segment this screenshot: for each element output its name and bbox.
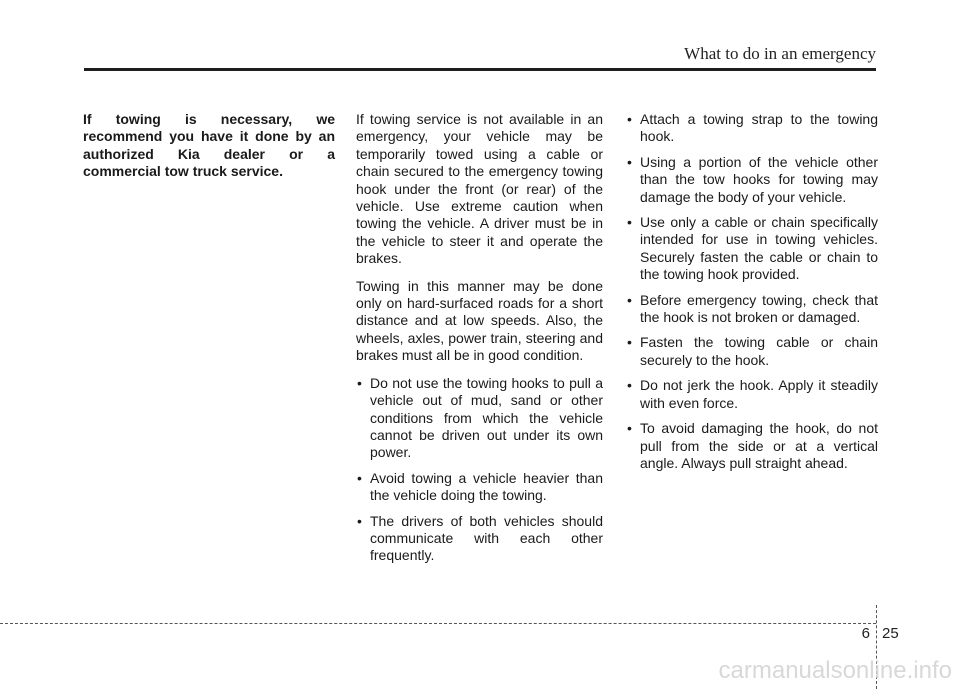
bullet-icon: • <box>357 374 362 391</box>
list-item <box>356 375 603 462</box>
column-right <box>626 111 878 480</box>
column-left <box>83 111 335 191</box>
towing-recommendation-note: If towing is necessary, we recommend you have it done by an authorized Kia dealer or a commercial tow truck service. <box>83 111 335 180</box>
list-item <box>356 513 603 565</box>
list-item-text: Use only a cable or chain specifically intended for use in towing vehicles. Securely fasten the cable or chain to the towing hook provided. <box>640 214 878 283</box>
chapter-number: 6 <box>861 625 870 642</box>
footer-divider <box>0 623 876 624</box>
list-item <box>626 420 878 472</box>
header-rule <box>84 68 876 71</box>
bullet-icon: • <box>627 420 632 437</box>
list-item-text: Before emergency towing, check that the hook is not broken or damaged. <box>640 291 878 326</box>
list-item <box>626 292 878 327</box>
paragraph: Towing in this manner may be done only on hard-surfaced roads for a short distance and at low speeds. Also, the wheels, axles, power train, steering and brakes must all be in good condition. <box>356 277 603 364</box>
column-middle <box>356 111 603 573</box>
list-item-text: The drivers of both vehicles should communicate with each other frequently. <box>370 512 603 564</box>
page-number: 25 <box>882 625 899 642</box>
bullet-icon: • <box>627 334 632 351</box>
list-item-text: Attach a towing strap to the towing hook. <box>640 111 878 145</box>
list-item <box>626 214 878 284</box>
paragraph: If towing service is not available in an emergency, your vehicle may be temporarily towed using a cable or chain secured to the emergency towing hook under the front (or rear) of the vehicle. Use extreme caution when towing the vehicle. A driver must be in the vehicle to steer it and operate the brakes. <box>356 111 603 267</box>
bullet-icon: • <box>627 377 632 394</box>
list-item <box>626 334 878 369</box>
bullet-icon: • <box>357 469 362 486</box>
list-item-text: Do not jerk the hook. Apply it steadily with even force. <box>640 377 878 411</box>
watermark-logo: carmanualsonline.info <box>718 657 952 684</box>
bullet-list <box>356 375 603 565</box>
list-item <box>356 470 603 505</box>
bullet-icon: • <box>627 214 632 231</box>
list-item <box>626 154 878 206</box>
header-title: What to do in an emergency <box>684 44 876 63</box>
bullet-icon: • <box>357 512 362 529</box>
list-item-text: Using a portion of the vehicle other than the tow hooks for towing may damage the body of your vehicle. <box>640 153 878 205</box>
list-item-text: To avoid damaging the hook, do not pull from the side or at a vertical angle. Always pull straight ahead. <box>640 420 878 471</box>
list-item <box>626 377 878 412</box>
bullet-icon: • <box>627 111 632 127</box>
bullet-list <box>626 111 878 472</box>
list-item <box>626 111 878 146</box>
list-item-text: Avoid towing a vehicle heavier than the vehicle doing the towing. <box>370 469 603 504</box>
bullet-icon: • <box>627 291 632 308</box>
bullet-icon: • <box>627 153 632 170</box>
list-item-text: Do not use the towing hooks to pull a vehicle out of mud, sand or other conditions from which the vehicle cannot be driven out under its own power. <box>370 374 603 461</box>
list-item-text: Fasten the towing cable or chain securely to the hook. <box>640 334 878 368</box>
